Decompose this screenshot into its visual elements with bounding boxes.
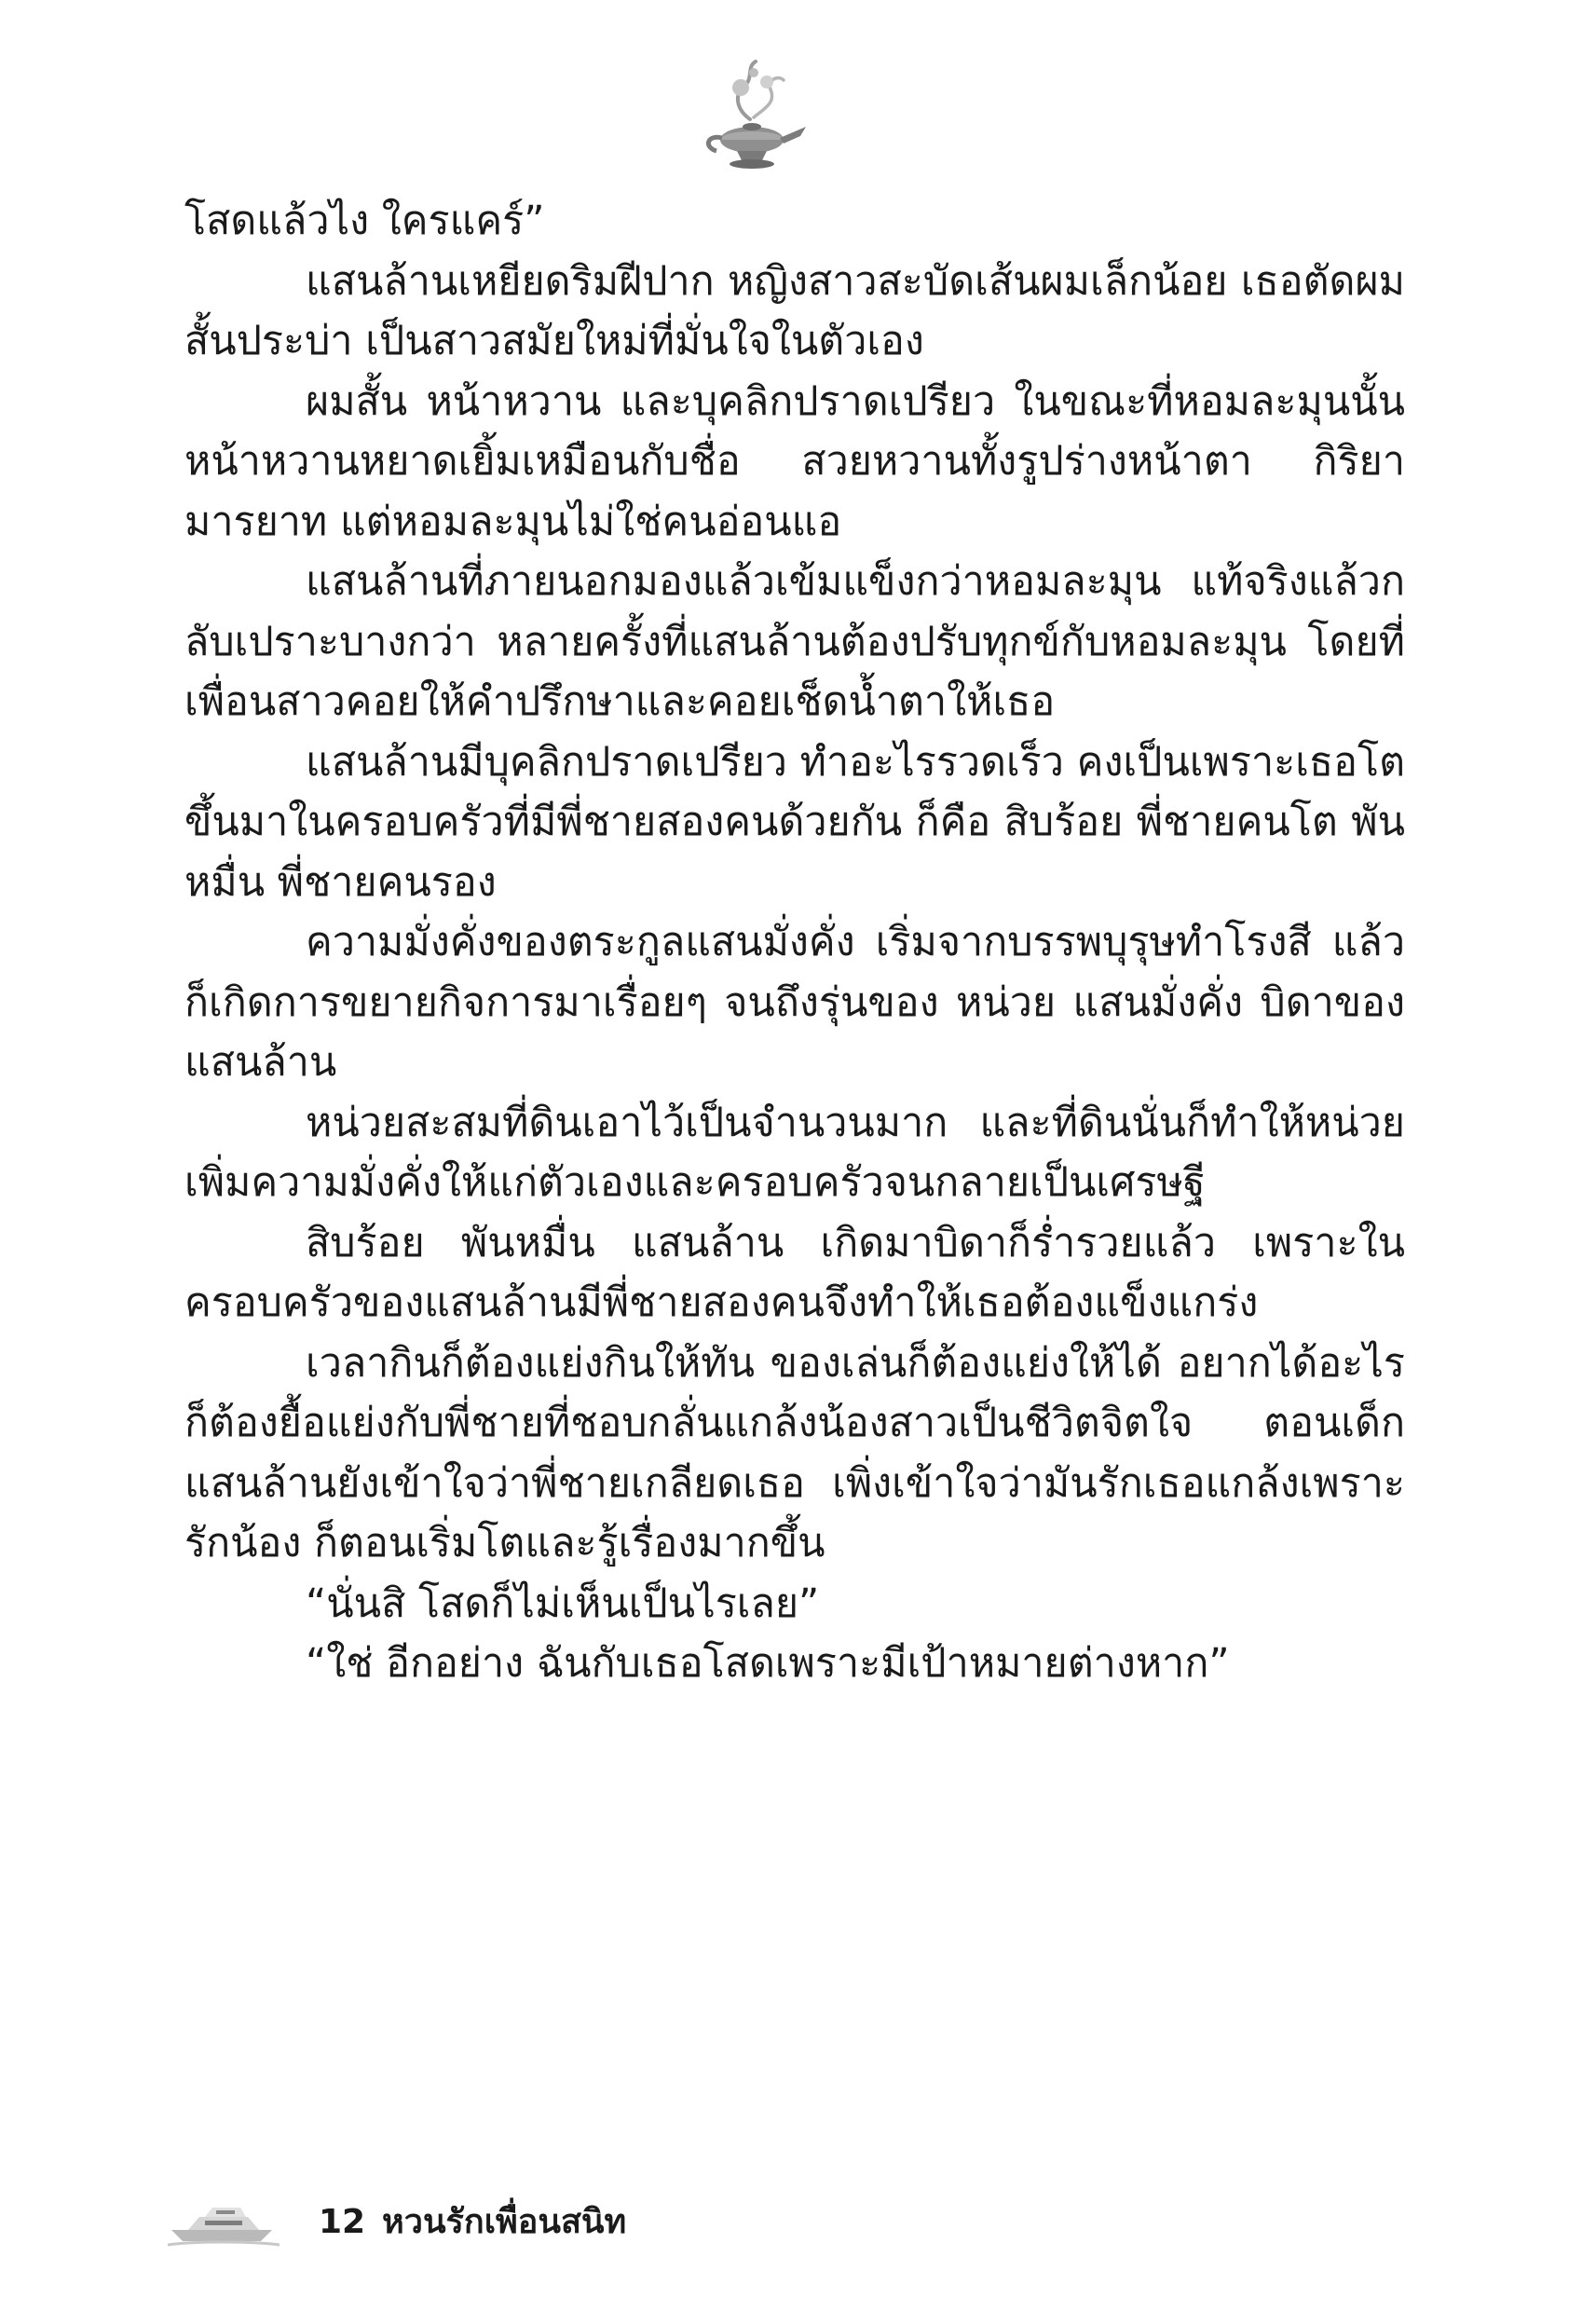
paragraph-1: โสดแล้วไง ใครแคร์” bbox=[184, 198, 545, 244]
paragraph-2: แสนล้านเหยียดริมฝีปาก หญิงสาวสะบัดเส้นผมเล็กน้อย เธอตัดผมสั้นประบ่า เป็นสาวสมัยใหม่ที่มั่นใจในตัวเอง bbox=[184, 257, 1405, 364]
paragraph-8: สิบร้อย พันหมื่น แสนล้าน เกิดมาบิดาก็ร่ำรวยแล้ว เพราะในครอบครัวของแสนล้านมีพี่ชายสองคนจึงทำให้เธอต้องแข็งแกร่ง bbox=[184, 1219, 1405, 1326]
book-title: หวนรักเพื่อนสนิท bbox=[382, 2203, 627, 2241]
paragraph-6: ความมั่งคั่งของตระกูลแสนมั่งคั่ง เริ่มจากบรรพบุรุษทำโรงสี แล้วก็เกิดการขยายกิจการมาเรื่อยๆ จนถึงรุ่นของ หน่วย แสนมั่งคั่ง บิดาของแสนล้าน bbox=[184, 919, 1405, 1086]
paragraph-7: หน่วยสะสมที่ดินเอาไว้เป็นจำนวนมาก และที่ดินนั่นก็ทำให้หน่วยเพิ่มความมั่งคั่งให้แก่ตัวเองและครอบครัวจนกลายเป็นเศรษฐี bbox=[184, 1099, 1405, 1206]
page-footer bbox=[168, 2185, 913, 2269]
chapter-body bbox=[184, 191, 1405, 1694]
paragraph-11: “ใช่ อีกอย่าง ฉันกับเธอโสดเพราะมีเป้าหมายต่างหาก” bbox=[306, 1640, 1230, 1687]
paragraph-9: เวลากินก็ต้องแย่งกินให้ทัน ของเล่นก็ต้องแย่งให้ได้ อยากได้อะไรก็ต้องยื้อแย่งกับพี่ชายที่ชอบกลั่นแกล้งน้องสาวเป็นชีวิตจิตใจ ตอนเด็กแสนล้านยังเข้าใจว่าพี่ชายเกลียดเธอ เพิ่งเข้าใจว่ามันรักเธอแกล้งเพราะรักน้อง ก็ตอนเริ่มโตและรู้เรื่องมากขึ้น bbox=[184, 1339, 1405, 1566]
paragraph-3: ผมสั้น หน้าหวาน และบุคลิกปราดเปรียว ในขณะที่หอมละมุนนั้นหน้าหวานหยาดเยิ้มเหมือนกับชื่อ สวยหวานทั้งรูปร่างหน้าตา กิริยามารยาท แต่หอมละมุนไม่ใช่คนอ่อนแอ bbox=[184, 377, 1405, 545]
paragraph-5: แสนล้านมีบุคลิกปราดเปรียว ทำอะไรรวดเร็ว คงเป็นเพราะเธอโตขึ้นมาในครอบครัวที่มีพี่ชายสองคนด้วยกัน ก็คือ สิบร้อย พี่ชายคนโต พันหมื่น พี่ชายคนรอง bbox=[184, 738, 1405, 906]
yacht-icon bbox=[168, 2196, 280, 2249]
paragraph-10: “นั่นสิ โสดก็ไม่เห็นเป็นไรเลย” bbox=[306, 1579, 820, 1627]
paragraph-4: แสนล้านที่ภายนอกมองแล้วเข้มแข็งกว่าหอมละมุน แท้จริงแล้วกลับเปราะบางกว่า หลายครั้งที่แสนล้านต้องปรับทุกข์กับหอมละมุน โดยที่เพื่อนสาวคอยให้คำปรึกษาและคอยเช็ดน้ำตาให้เธอ bbox=[184, 558, 1405, 725]
genie-lamp-icon bbox=[692, 54, 813, 175]
page-number: 12 bbox=[319, 2203, 366, 2241]
